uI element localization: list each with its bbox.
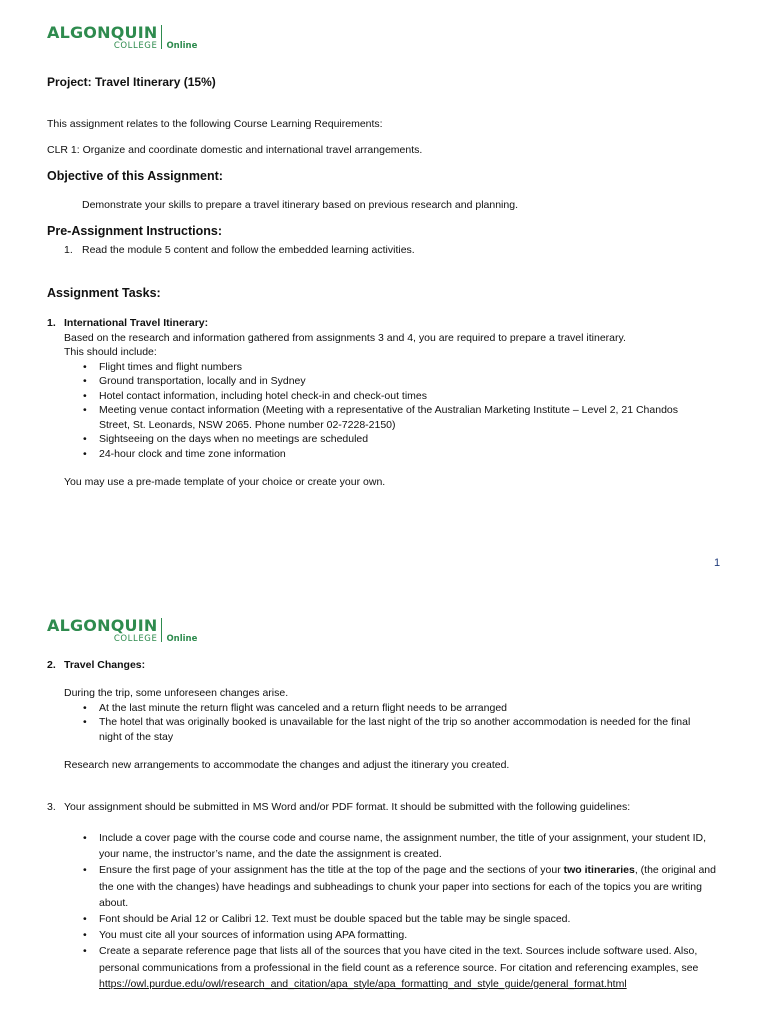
list-item: • Flight times and flight numbers: [64, 360, 704, 375]
task-2-body: [64, 686, 724, 744]
document-title: Project: Travel Itinerary (15%): [47, 75, 216, 89]
clr-text: CLR 1: Organize and coordinate domestic and international travel arrangements.: [47, 144, 423, 156]
objective-heading: Objective of this Assignment:: [47, 169, 223, 183]
list-item: • The hotel that was originally booked is unavailable for the last night of the trip so another accommodation is needed for the final night of the stay: [64, 715, 714, 744]
logo-sub-text: COLLEGE: [113, 634, 158, 644]
logo-divider: [161, 25, 162, 49]
list-item: • Ground transportation, locally and in Sydney: [64, 374, 704, 389]
list-item: • Hotel contact information, including hotel check-in and check-out times: [64, 389, 704, 404]
list-item: • Font should be Arial 12 or Calibri 12. Text must be double spaced but the table may be single spaced.: [64, 911, 724, 927]
tasks-heading: Assignment Tasks:: [47, 286, 161, 300]
task-3: [47, 800, 737, 815]
task-3-text: Your assignment should be submitted in MS Word and/or PDF format. It should be submitted with the following guidelines:: [64, 801, 631, 813]
pre-item-number: 1.: [64, 244, 73, 256]
list-item-text: Create a separate reference page that lists all of the sources that you have cited in the text. Sources include software used. Also, personal communications from a professional in the field count as a reference source. For citation and referencing examples, see: [99, 945, 699, 974]
logo-main-text: ALGONQUIN: [47, 23, 158, 42]
task-2-number: 2.: [47, 659, 56, 671]
task-1: [47, 316, 727, 461]
task-2-title: Travel Changes:: [64, 659, 146, 671]
task-3-guidelines: [64, 830, 724, 992]
list-item-text-pre: Ensure the first page of your assignment has the title at the top of the page and the sections of your: [99, 864, 564, 877]
task-3-bullets: [64, 830, 724, 992]
task-1-title: International Travel Itinerary:: [64, 317, 209, 329]
task-1-line-2: This should include:: [64, 346, 157, 358]
list-item: • At the last minute the return flight was canceled and a return flight needs to be arranged: [64, 701, 714, 716]
logo-main-text: ALGONQUIN: [47, 616, 158, 635]
task-1-number: 1.: [47, 317, 56, 329]
task-2-bullets: [64, 701, 714, 745]
list-item: • 24-hour clock and time zone information: [64, 447, 704, 462]
task-2-intro: During the trip, some unforeseen changes arise.: [64, 687, 289, 699]
logo-sub-text: COLLEGE: [113, 41, 158, 51]
task-2-footer: Research new arrangements to accommodate the changes and adjust the itinerary you created.: [64, 759, 510, 771]
intro-text: This assignment relates to the following Course Learning Requirements:: [47, 118, 383, 130]
logo-online-text: Online: [166, 41, 198, 51]
list-item: • Meeting venue contact information (Meeting with a representative of the Australian Marketing Institute – Level 2, 21 Chandos Street, St. Leonards, NSW 2065. Phone number 02-7228-2150): [64, 403, 704, 432]
college-logo: [47, 24, 197, 54]
objective-text: Demonstrate your skills to prepare a travel itinerary based on previous research and planning.: [82, 199, 518, 211]
apa-reference-link[interactable]: https://owl.purdue.edu/owl/research_and_citation/apa_style/apa_formatting_and_style_guide/general_format.html: [99, 977, 627, 990]
list-item: • Sightseeing on the days when no meetings are scheduled: [64, 432, 704, 447]
logo-online-text: Online: [166, 634, 198, 644]
list-item: [64, 943, 724, 992]
task-1-footer: You may use a pre-made template of your choice or create your own.: [64, 476, 386, 488]
pre-assignment-heading: Pre-Assignment Instructions:: [47, 224, 223, 238]
logo-divider: [161, 618, 162, 642]
list-item: [64, 862, 724, 911]
list-item-text-bold: two itineraries: [563, 864, 635, 877]
list-item: • Include a cover page with the course code and course name, the assignment number, the title of your assignment, your student ID, your name, the instructor’s name, and the date the assignment is created.: [64, 830, 724, 862]
pre-item-text: Read the module 5 content and follow the embedded learning activities.: [82, 244, 415, 256]
list-item: • You must cite all your sources of information using APA formatting.: [64, 927, 724, 943]
page-number: 1: [714, 557, 721, 569]
list-item-text-post: , (the original and the one with the changes) have headings and subheadings to chunk your paper into sections for each of the topics you are writing about.: [99, 864, 716, 909]
task-1-line-1: Based on the research and information gathered from assignments 3 and 4, you are required to prepare a travel itinerary.: [64, 331, 626, 344]
task-3-number: 3.: [47, 801, 56, 813]
college-logo-page-2: [47, 617, 197, 647]
task-1-bullets: [64, 360, 704, 462]
